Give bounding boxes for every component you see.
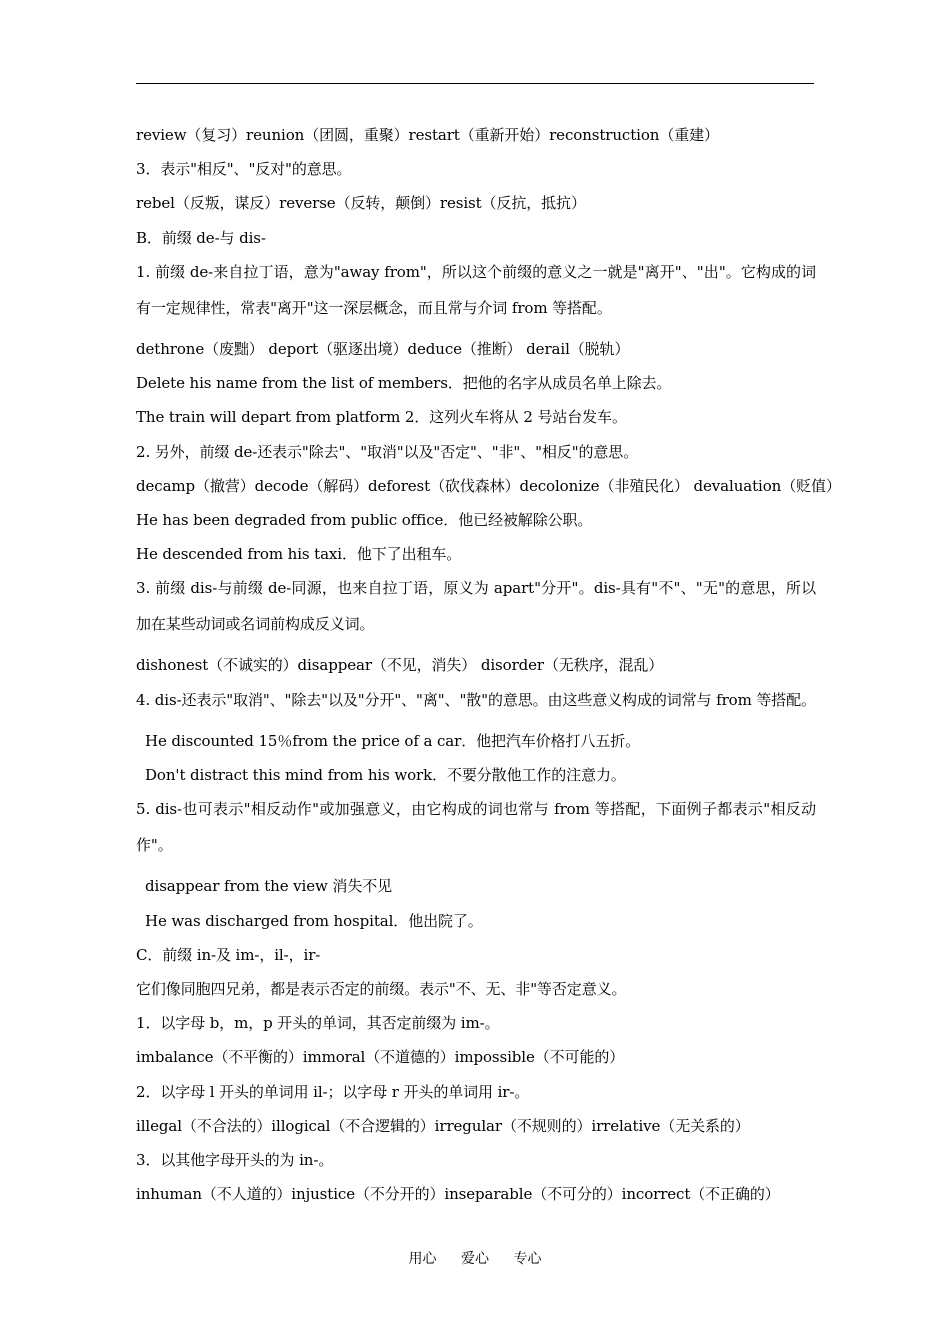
paragraph: 3. 前缀 dis-与前缀 de-同源，也来自拉丁语，原义为 apart"分开"。dis-具有"不"、"无"的意思，所以加在某些动词或名词前构成反义词。	[136, 579, 816, 634]
example-sentence: He discounted 15％from the price of a car．他把汽车价格打八五折。	[145, 731, 641, 750]
section-heading: B．前缀 de-与 dis-	[136, 228, 266, 247]
text-line: 它们像同胞四兄弟，都是表示否定的前缀。表示"不、无、非"等否定意义。	[136, 979, 627, 998]
example-sentence: He has been degraded from public office．他已经被解除公职。	[136, 510, 593, 529]
text-line: 2．以字母 l 开头的单词用 il-；以字母 r 开头的单词用 ir-。	[136, 1082, 530, 1101]
footer-text: 用心	[408, 1251, 437, 1267]
example-sentence: Don't distract this mind from his work．不要分散他工作的注意力。	[145, 766, 626, 784]
footer-text: 爱心	[461, 1251, 489, 1267]
footer-text: 专心	[513, 1251, 542, 1267]
paragraph: 2. 另外，前缀 de-还表示"除去"、"取消"以及"否定"、"非"、"相反"的意思。	[136, 442, 639, 461]
text-line: review（复习）reunion（团圆，重聚）restart（重新开始）reconstruction（重建）	[136, 126, 719, 144]
text-line: illegal（不合法的）illogical（不合逻辑的）irregular（不规则的）irrelative（无关系的）	[136, 1116, 750, 1135]
section-heading: 3．表示"相反"、"反对"的意思。	[136, 160, 352, 179]
paragraph: 4. dis-还表示"取消"、"除去"以及"分开"、"离"、"散"的意思。由这些意义构成的词常与 from 等搭配。	[136, 690, 816, 709]
text-line: 3．以其他字母开头的为 in-。	[136, 1150, 334, 1169]
paragraph: 5. dis-也可表示"相反动作"或加强意义，由它构成的词也常与 from 等搭配，下面例子都表示"相反动作"。	[136, 800, 816, 855]
example-sentence: Delete his name from the list of members．把他的名字从成员名单上除去。	[136, 374, 672, 393]
document-body	[136, 124, 841, 1217]
text-line: dishonest（不诚实的）disappear（不见，消失） disorder（无秩序，混乱）	[136, 656, 664, 675]
text-line: rebel（反叛，谋反）reverse（反转，颠倒）resist（反抗，抵抗）	[136, 194, 586, 213]
example-sentence: He descended from his taxi．他下了出租车。	[136, 545, 462, 564]
page-footer	[0, 1248, 950, 1268]
header-rule	[136, 83, 814, 84]
text-line: decamp（撤营）decode（解码）deforest（砍伐森林）decolonize（非殖民化） devaluation（贬值）	[136, 476, 841, 495]
text-line: 1．以字母 b，m，p 开头的单词，其否定前缀为 im-。	[136, 1014, 500, 1033]
example-sentence: The train will depart from platform 2．这列火车将从 2 号站台发车。	[136, 408, 627, 427]
text-line: inhuman（不人道的）injustice（不分开的）inseparable（不可分的）incorrect（不正确的）	[136, 1185, 780, 1204]
text-line: dethrone（废黜） deport（驱逐出境）deduce（推断） derail（脱轨）	[136, 339, 630, 358]
text-line: imbalance（不平衡的）immoral（不道德的）impossible（不可能的）	[136, 1048, 625, 1067]
example-sentence: disappear from the view 消失不见	[145, 877, 393, 896]
paragraph: 1. 前缀 de-来自拉丁语，意为"away from"，所以这个前缀的意义之一就是"离开"、"出"。它构成的词有一定规律性，常表"离开"这一深层概念，而且常与介词 from 等搭配。	[136, 262, 816, 317]
example-sentence: He was discharged from hospital．他出院了。	[145, 911, 483, 930]
section-heading: C．前缀 in-及 im-，il-，ir-	[136, 945, 321, 964]
